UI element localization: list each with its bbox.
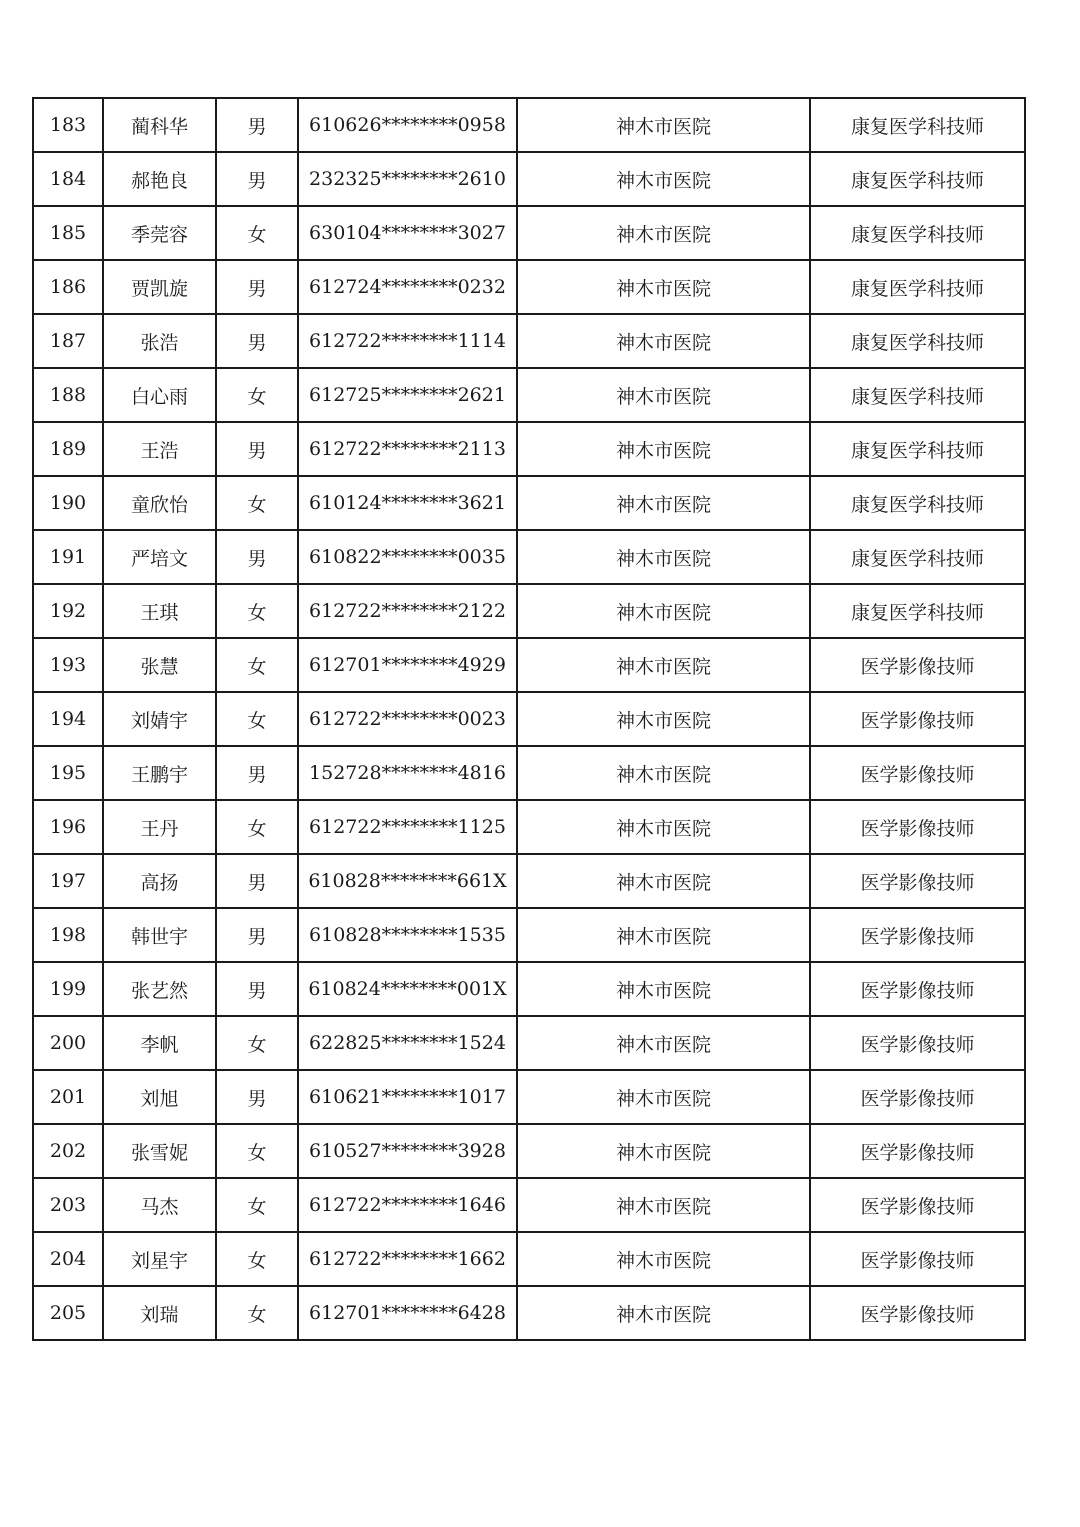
cell-number: 195 xyxy=(33,746,103,800)
cell-sex: 男 xyxy=(216,260,298,314)
cell-name: 刘旭 xyxy=(103,1070,216,1124)
cell-name: 王琪 xyxy=(103,584,216,638)
cell-position: 康复医学科技师 xyxy=(810,530,1025,584)
cell-position: 医学影像技师 xyxy=(810,1124,1025,1178)
cell-name: 王丹 xyxy=(103,800,216,854)
cell-sex: 男 xyxy=(216,152,298,206)
cell-name: 刘瑞 xyxy=(103,1286,216,1340)
cell-unit: 神木市医院 xyxy=(517,854,810,908)
cell-name: 王鹏宇 xyxy=(103,746,216,800)
cell-sex: 男 xyxy=(216,98,298,152)
cell-name: 刘星宇 xyxy=(103,1232,216,1286)
cell-unit: 神木市医院 xyxy=(517,530,810,584)
cell-sex: 女 xyxy=(216,1286,298,1340)
candidate-table xyxy=(32,97,1026,1341)
cell-number: 197 xyxy=(33,854,103,908)
cell-name: 严培文 xyxy=(103,530,216,584)
table-row xyxy=(33,206,1025,260)
cell-sex: 女 xyxy=(216,638,298,692)
cell-id-number: 610124********3621 xyxy=(298,476,517,530)
cell-position: 医学影像技师 xyxy=(810,962,1025,1016)
cell-unit: 神木市医院 xyxy=(517,584,810,638)
cell-id-number: 612722********1125 xyxy=(298,800,517,854)
table-row xyxy=(33,1124,1025,1178)
cell-sex: 女 xyxy=(216,1016,298,1070)
cell-number: 184 xyxy=(33,152,103,206)
cell-name: 刘婧宇 xyxy=(103,692,216,746)
cell-id-number: 610824********001X xyxy=(298,962,517,1016)
table-row xyxy=(33,1286,1025,1340)
cell-name: 李帆 xyxy=(103,1016,216,1070)
cell-unit: 神木市医院 xyxy=(517,1178,810,1232)
cell-number: 196 xyxy=(33,800,103,854)
cell-position: 康复医学科技师 xyxy=(810,422,1025,476)
cell-sex: 女 xyxy=(216,1178,298,1232)
cell-name: 贾凯旋 xyxy=(103,260,216,314)
cell-number: 194 xyxy=(33,692,103,746)
cell-name: 张慧 xyxy=(103,638,216,692)
cell-number: 199 xyxy=(33,962,103,1016)
cell-sex: 男 xyxy=(216,908,298,962)
cell-position: 医学影像技师 xyxy=(810,908,1025,962)
table-row xyxy=(33,98,1025,152)
cell-number: 200 xyxy=(33,1016,103,1070)
table-row xyxy=(33,260,1025,314)
cell-unit: 神木市医院 xyxy=(517,98,810,152)
cell-sex: 女 xyxy=(216,476,298,530)
cell-sex: 男 xyxy=(216,746,298,800)
cell-id-number: 612725********2621 xyxy=(298,368,517,422)
cell-number: 183 xyxy=(33,98,103,152)
table-row xyxy=(33,800,1025,854)
cell-sex: 女 xyxy=(216,1232,298,1286)
cell-sex: 男 xyxy=(216,962,298,1016)
cell-position: 康复医学科技师 xyxy=(810,152,1025,206)
table-row xyxy=(33,746,1025,800)
cell-unit: 神木市医院 xyxy=(517,1070,810,1124)
table-row xyxy=(33,152,1025,206)
cell-position: 康复医学科技师 xyxy=(810,368,1025,422)
cell-position: 医学影像技师 xyxy=(810,746,1025,800)
table-row xyxy=(33,692,1025,746)
cell-name: 高扬 xyxy=(103,854,216,908)
candidate-table-body xyxy=(33,98,1025,1340)
cell-name: 郝艳良 xyxy=(103,152,216,206)
table-row xyxy=(33,1232,1025,1286)
table-row xyxy=(33,638,1025,692)
cell-id-number: 152728********4816 xyxy=(298,746,517,800)
cell-position: 医学影像技师 xyxy=(810,1286,1025,1340)
cell-number: 201 xyxy=(33,1070,103,1124)
cell-id-number: 610621********1017 xyxy=(298,1070,517,1124)
table-row xyxy=(33,1178,1025,1232)
cell-unit: 神木市医院 xyxy=(517,422,810,476)
table-row xyxy=(33,1016,1025,1070)
cell-unit: 神木市医院 xyxy=(517,1232,810,1286)
cell-unit: 神木市医院 xyxy=(517,368,810,422)
cell-id-number: 612722********2122 xyxy=(298,584,517,638)
cell-name: 白心雨 xyxy=(103,368,216,422)
cell-sex: 女 xyxy=(216,692,298,746)
cell-position: 康复医学科技师 xyxy=(810,476,1025,530)
cell-position: 医学影像技师 xyxy=(810,692,1025,746)
cell-position: 康复医学科技师 xyxy=(810,260,1025,314)
cell-unit: 神木市医院 xyxy=(517,638,810,692)
cell-unit: 神木市医院 xyxy=(517,152,810,206)
cell-id-number: 630104********3027 xyxy=(298,206,517,260)
cell-number: 193 xyxy=(33,638,103,692)
cell-name: 童欣怡 xyxy=(103,476,216,530)
cell-id-number: 612722********1646 xyxy=(298,1178,517,1232)
cell-id-number: 610822********0035 xyxy=(298,530,517,584)
cell-unit: 神木市医院 xyxy=(517,314,810,368)
cell-sex: 女 xyxy=(216,584,298,638)
cell-id-number: 610828********661X xyxy=(298,854,517,908)
table-row xyxy=(33,908,1025,962)
cell-unit: 神木市医院 xyxy=(517,1016,810,1070)
cell-number: 191 xyxy=(33,530,103,584)
cell-number: 198 xyxy=(33,908,103,962)
cell-name: 马杰 xyxy=(103,1178,216,1232)
cell-position: 康复医学科技师 xyxy=(810,206,1025,260)
cell-position: 医学影像技师 xyxy=(810,638,1025,692)
cell-unit: 神木市医院 xyxy=(517,908,810,962)
cell-id-number: 610626********0958 xyxy=(298,98,517,152)
cell-position: 康复医学科技师 xyxy=(810,98,1025,152)
cell-number: 192 xyxy=(33,584,103,638)
cell-number: 188 xyxy=(33,368,103,422)
cell-position: 医学影像技师 xyxy=(810,1016,1025,1070)
cell-number: 205 xyxy=(33,1286,103,1340)
cell-id-number: 612722********0023 xyxy=(298,692,517,746)
table-row xyxy=(33,1070,1025,1124)
cell-unit: 神木市医院 xyxy=(517,206,810,260)
cell-unit: 神木市医院 xyxy=(517,962,810,1016)
cell-sex: 男 xyxy=(216,854,298,908)
cell-unit: 神木市医院 xyxy=(517,476,810,530)
table-row xyxy=(33,422,1025,476)
cell-id-number: 612722********2113 xyxy=(298,422,517,476)
cell-number: 190 xyxy=(33,476,103,530)
cell-unit: 神木市医院 xyxy=(517,746,810,800)
cell-position: 康复医学科技师 xyxy=(810,314,1025,368)
cell-id-number: 612701********6428 xyxy=(298,1286,517,1340)
cell-id-number: 612724********0232 xyxy=(298,260,517,314)
cell-number: 204 xyxy=(33,1232,103,1286)
cell-id-number: 232325********2610 xyxy=(298,152,517,206)
cell-sex: 女 xyxy=(216,1124,298,1178)
cell-sex: 男 xyxy=(216,1070,298,1124)
cell-unit: 神木市医院 xyxy=(517,260,810,314)
cell-sex: 女 xyxy=(216,368,298,422)
cell-number: 189 xyxy=(33,422,103,476)
cell-id-number: 612701********4929 xyxy=(298,638,517,692)
cell-name: 张雪妮 xyxy=(103,1124,216,1178)
cell-number: 203 xyxy=(33,1178,103,1232)
cell-id-number: 610527********3928 xyxy=(298,1124,517,1178)
cell-id-number: 610828********1535 xyxy=(298,908,517,962)
table-row xyxy=(33,476,1025,530)
cell-sex: 男 xyxy=(216,422,298,476)
cell-unit: 神木市医院 xyxy=(517,692,810,746)
cell-name: 张艺然 xyxy=(103,962,216,1016)
cell-name: 张浩 xyxy=(103,314,216,368)
cell-number: 187 xyxy=(33,314,103,368)
cell-position: 医学影像技师 xyxy=(810,1178,1025,1232)
cell-sex: 男 xyxy=(216,530,298,584)
table-row xyxy=(33,368,1025,422)
cell-position: 医学影像技师 xyxy=(810,1070,1025,1124)
cell-name: 韩世宇 xyxy=(103,908,216,962)
cell-position: 医学影像技师 xyxy=(810,854,1025,908)
cell-position: 医学影像技师 xyxy=(810,1232,1025,1286)
cell-unit: 神木市医院 xyxy=(517,800,810,854)
cell-position: 康复医学科技师 xyxy=(810,584,1025,638)
cell-name: 王浩 xyxy=(103,422,216,476)
cell-id-number: 612722********1662 xyxy=(298,1232,517,1286)
table-row xyxy=(33,530,1025,584)
cell-sex: 男 xyxy=(216,314,298,368)
cell-number: 202 xyxy=(33,1124,103,1178)
cell-sex: 女 xyxy=(216,800,298,854)
cell-id-number: 622825********1524 xyxy=(298,1016,517,1070)
table-row xyxy=(33,962,1025,1016)
table-row xyxy=(33,584,1025,638)
cell-id-number: 612722********1114 xyxy=(298,314,517,368)
table-row xyxy=(33,314,1025,368)
cell-position: 医学影像技师 xyxy=(810,800,1025,854)
cell-sex: 女 xyxy=(216,206,298,260)
cell-name: 蔺科华 xyxy=(103,98,216,152)
cell-name: 季莞容 xyxy=(103,206,216,260)
cell-unit: 神木市医院 xyxy=(517,1286,810,1340)
cell-number: 185 xyxy=(33,206,103,260)
cell-number: 186 xyxy=(33,260,103,314)
table-row xyxy=(33,854,1025,908)
cell-unit: 神木市医院 xyxy=(517,1124,810,1178)
